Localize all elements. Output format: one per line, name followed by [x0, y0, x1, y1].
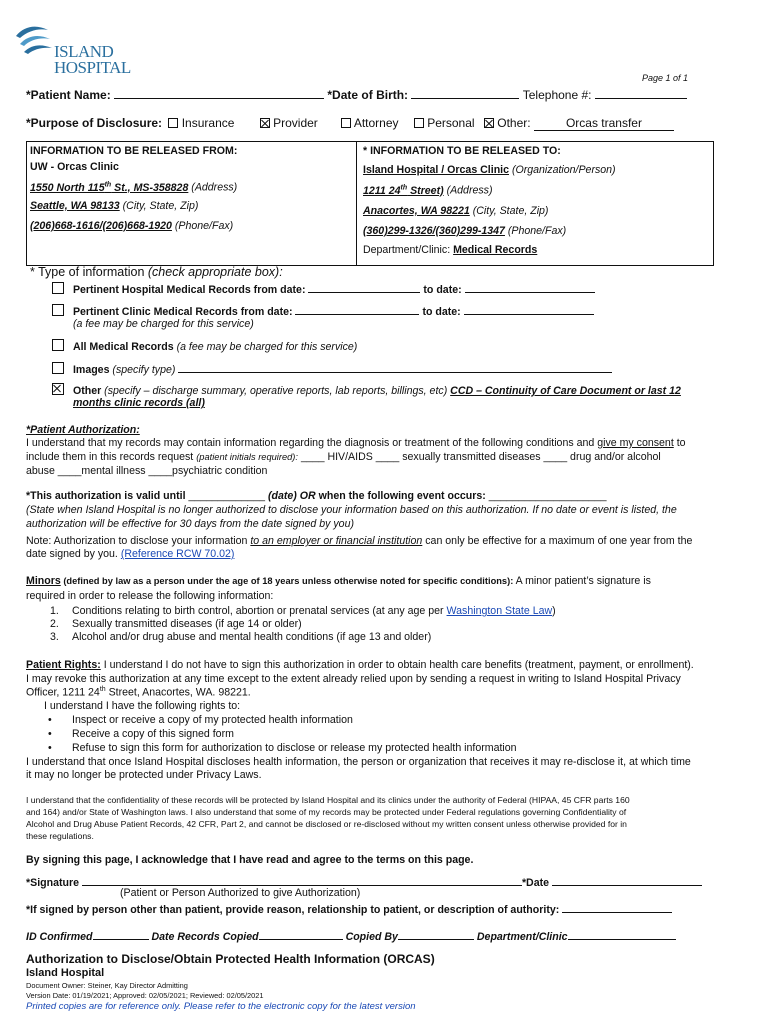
- note-line1: Note: Authorization to disclose your information to an employer or financial institution can only be effective for a maximum of one year from the: [26, 535, 693, 547]
- event-field[interactable]: ____________________: [485, 490, 607, 502]
- purpose-row: [26, 116, 674, 131]
- all-records-checkbox[interactable]: [52, 339, 64, 351]
- insurance-label: Insurance: [181, 116, 235, 130]
- type-option-hospital: Pertinent Hospital Medical Records from date: to date:: [52, 281, 595, 296]
- provider-label: Provider: [273, 116, 318, 130]
- from-org: UW - Orcas Clinic: [30, 161, 119, 173]
- other-records-value: CCD – Continuity of Care Document or last 12: [450, 385, 681, 397]
- hospital-records-checkbox[interactable]: [52, 282, 64, 294]
- dob-field[interactable]: [411, 87, 519, 99]
- other-records-value-cont: months clinic records (all): [73, 397, 205, 409]
- clinic-to-date-field[interactable]: [464, 303, 594, 315]
- release-box-divider: [356, 141, 357, 265]
- footer-org: Island Hospital: [26, 967, 105, 979]
- to-phone: (360)299-1326/(360)299-1347 (Phone/Fax): [363, 225, 567, 237]
- valid-state-line2: authorization will be effective for 30 days from the date signed by you): [26, 518, 354, 530]
- other-purpose-value: Orcas transfer: [565, 116, 642, 130]
- signature-date-field[interactable]: [552, 874, 702, 886]
- insurance-checkbox[interactable]: [168, 118, 178, 128]
- dob-label: *Date of Birth:: [327, 88, 409, 102]
- other-purpose-field[interactable]: [534, 116, 674, 131]
- rights-line5: I understand that once Island Hospital discloses health information, the person or organization that receives it may re-disclose it, at which time: [26, 756, 691, 768]
- patient-auth-title: *Patient Authorization:: [26, 424, 140, 436]
- other-records-checkbox[interactable]: [52, 383, 64, 395]
- rights-line3: Officer, 1211 24th Street, Anacortes, WA. 98221.: [26, 686, 251, 699]
- from-phone: (206)668-1616/(206)668-1920 (Phone/Fax): [30, 220, 234, 232]
- rights-line1: Patient Rights: I understand I do not have to sign this authorization in order to obtain health care benefits (treatment, payment, or enrollment).: [26, 659, 694, 671]
- rights-bullet-2: • Receive a copy of this signed form: [48, 728, 234, 740]
- valid-until-date-field[interactable]: _____________: [185, 490, 268, 502]
- patient-auth-line3: abuse ____mental illness ____psychiatric condition: [26, 465, 268, 477]
- rights-bullet-1: • Inspect or receive a copy of my protected health information: [48, 714, 353, 726]
- patient-auth-line2: include them in this records request (patient initials required): ____ HIV/AIDS ____ sexually transmitted diseases ____ drug and/or alcohol: [26, 451, 661, 463]
- patient-name-label: *Patient Name:: [26, 88, 111, 102]
- purpose-label: *Purpose of Disclosure:: [26, 116, 163, 130]
- rcw-reference-link[interactable]: (Reference RCW 70.02): [120, 548, 235, 560]
- signature-caption: (Patient or Person Authorized to give Authorization): [120, 887, 361, 899]
- confidential-line3: Alcohol and Drug Abuse Patient Records, 42 CFR, Part 2, and cannot be disclosed or re-disclosed without my written consent unless otherwise provided for in: [26, 819, 627, 829]
- telephone-label: Telephone #:: [522, 88, 592, 102]
- id-confirmed-field[interactable]: [93, 928, 149, 940]
- minors-item-2: 2. Sexually transmitted diseases (if age 14 or older): [50, 618, 302, 630]
- to-org: Island Hospital / Orcas Clinic (Organization/Person): [363, 164, 616, 176]
- footer-title: Authorization to Disclose/Obtain Protected Health Information (ORCAS): [26, 952, 435, 966]
- valid-state-line1: (State when Island Hospital is no longer authorized to disclose your information based on this authorization. If no date or event is listed, the: [26, 504, 677, 516]
- page-number: Page 1 of 1: [642, 73, 689, 83]
- washington-state-law-link[interactable]: Washington State Law: [446, 605, 553, 617]
- rights-bullet-3: • Refuse to sign this form for authorization to disclose or release my protected health information: [48, 742, 517, 754]
- type-info-title: * Type of information (check appropriate box):: [30, 265, 283, 279]
- from-address: 1550 North 115th St., MS-358828 (Address): [30, 181, 238, 194]
- date-copied-field[interactable]: [259, 928, 343, 940]
- confidential-line4: these regulations.: [26, 831, 94, 841]
- island-hospital-logo: [14, 22, 134, 80]
- logo-line-island: ISLAND: [54, 42, 114, 61]
- from-title: INFORMATION TO BE RELEASED FROM:: [30, 145, 238, 157]
- clinic-records-checkbox[interactable]: [52, 304, 64, 316]
- office-use-row: ID Confirmed Date Records Copied Copied By Department/Clinic: [26, 928, 676, 943]
- signature-row: *Signature *Date: [26, 874, 702, 889]
- confidential-line1: I understand that the confidentiality of these records will be protected by Island Hospital and its clinics under the authority of Federal (HIPAA, 45 CFR parts 160: [26, 795, 630, 805]
- acknowledgement-text: By signing this page, I acknowledge that I have read and agree to the terms on this page.: [26, 854, 474, 866]
- rights-line2: I may revoke this authorization at any time except to the extent already relied upon by sending a request in writing to Island Hospital Privacy: [26, 673, 681, 685]
- fee-note: (a fee may be charged for this service): [73, 318, 254, 330]
- minors-item-3: 3. Alcohol and/or drug abuse and mental health conditions (if age 13 and older): [50, 631, 432, 643]
- personal-checkbox[interactable]: [414, 118, 424, 128]
- images-type-field[interactable]: [178, 361, 612, 373]
- minors-line2: required in order to release the following information:: [26, 590, 274, 602]
- copied-by-field[interactable]: [398, 928, 474, 940]
- attorney-checkbox[interactable]: [341, 118, 351, 128]
- other-checkbox[interactable]: [484, 118, 494, 128]
- footer-printed-note: Printed copies are for reference only. Please refer to the electronic copy for the latest version: [26, 1001, 416, 1012]
- rights-line4: I understand I have the following rights to:: [44, 700, 241, 712]
- hospital-to-date-field[interactable]: [465, 281, 595, 293]
- valid-until-row: *This authorization is valid until _____________ (date) OR when the following event occurs: ____________________: [26, 490, 607, 502]
- type-option-other: Other (specify – discharge summary, operative reports, lab reports, billings, etc) CCD – Continuity of Care Document or last 12: [52, 383, 681, 397]
- to-title: * INFORMATION TO BE RELEASED TO:: [363, 145, 561, 157]
- attorney-label: Attorney: [353, 116, 399, 130]
- to-department: Department/Clinic: Medical Records: [363, 244, 538, 256]
- footer-version: Version Date: 01/19/2021; Approved: 02/05/2021; Reviewed: 02/05/2021: [26, 991, 264, 1000]
- to-city: Anacortes, WA 98221 (City, State, Zip): [363, 205, 549, 217]
- patient-header-row: [26, 87, 687, 102]
- rights-line6: it may no longer be protected under Privacy Laws.: [26, 769, 262, 781]
- to-address: 1211 24th Street) (Address): [363, 184, 493, 197]
- personal-label: Personal: [427, 116, 475, 130]
- logo-line-hospital: HOSPITAL: [54, 58, 131, 77]
- other-signer-row: *If signed by person other than patient, provide reason, relationship to patient, or description of authority:: [26, 901, 672, 916]
- confidential-line2: and 164) and/or State of Washington laws. I also understand that some of my records may be protected under Federal regulations governing Confidentiality of: [26, 807, 627, 817]
- patient-name-field[interactable]: [114, 87, 324, 99]
- type-option-all: All Medical Records (a fee may be charged for this service): [52, 339, 357, 353]
- minors-line1: Minors (defined by law as a person under the age of 18 years unless otherwise noted for specific conditions): A minor patient’s signature is: [26, 575, 651, 587]
- images-checkbox[interactable]: [52, 362, 64, 374]
- wave-logo-icon: [14, 22, 54, 58]
- telephone-field[interactable]: [595, 87, 687, 99]
- provider-checkbox[interactable]: [260, 118, 270, 128]
- patient-auth-line1: I understand that my records may contain information regarding the diagnosis or treatment of the following conditions and give my consent to: [26, 437, 686, 449]
- type-option-clinic: Pertinent Clinic Medical Records from date: to date:: [52, 303, 594, 318]
- footer-owner: Document Owner: Steiner, Kay Director Admitting: [26, 981, 188, 990]
- other-label: Other:: [497, 116, 531, 130]
- note-line2: date signed by you. (Reference RCW 70.02): [26, 548, 235, 560]
- type-option-images: Images (specify type): [52, 361, 612, 376]
- hospital-from-date-field[interactable]: [308, 281, 420, 293]
- other-signer-field[interactable]: [562, 901, 672, 913]
- minors-item-1: 1. Conditions relating to birth control, abortion or prenatal services (at any age per Washington State Law): [50, 605, 556, 617]
- from-city: Seattle, WA 98133 (City, State, Zip): [30, 200, 199, 212]
- clinic-from-date-field[interactable]: [295, 303, 419, 315]
- department-clinic-field[interactable]: [568, 928, 676, 940]
- signature-field[interactable]: [82, 874, 522, 886]
